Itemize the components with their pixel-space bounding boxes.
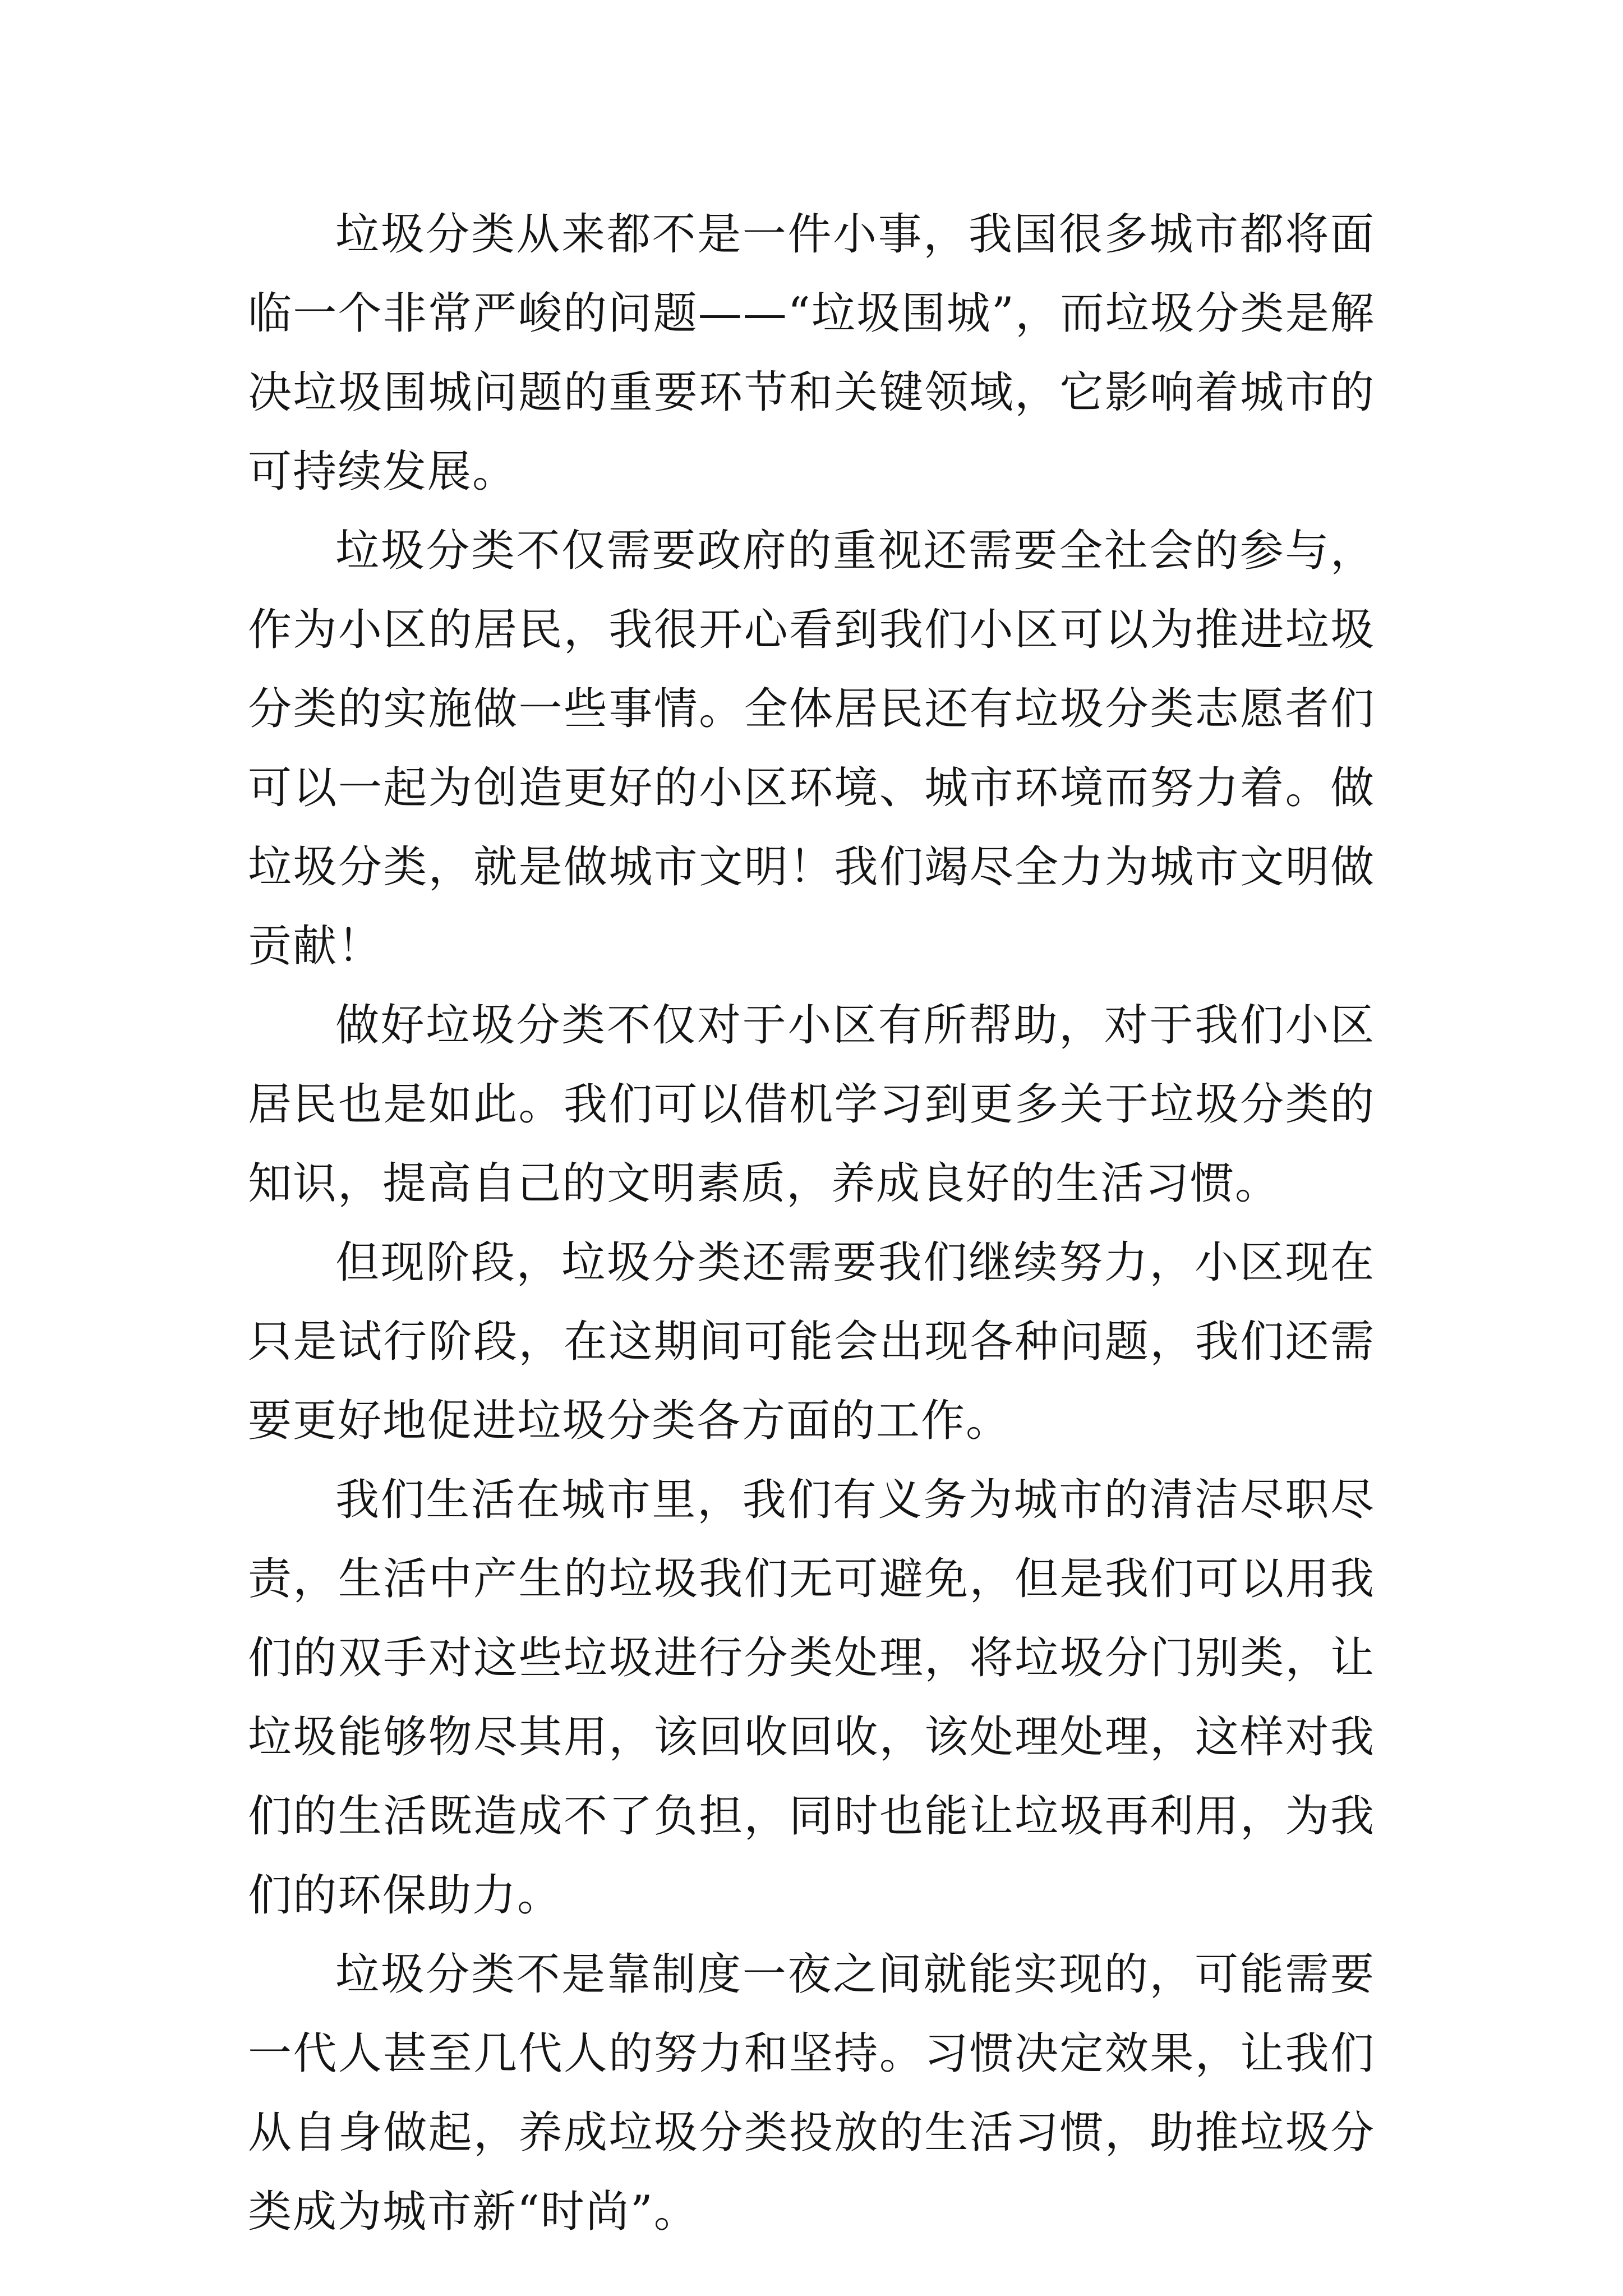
paragraph: 垃圾分类从来都不是一件小事，我国很多城市都将面临一个非常严峻的问题——“垃圾围城”，而垃圾分类是解决垃圾围城问题的重要环节和关键领域，它影响着城市的可持续发展。 [248, 209, 1375, 497]
paragraph: 做好垃圾分类不仅对于小区有所帮助，对于我们小区居民也是如此。我们可以借机学习到更多关于垃圾分类的知识，提高自己的文明素质，养成良好的生活习惯。 [248, 1000, 1375, 1209]
document-body [248, 195, 1375, 2252]
paragraph: 垃圾分类不是靠制度一夜之间就能实现的，可能需要一代人甚至几代人的努力和坚持。习惯决定效果，让我们从自身做起，养成垃圾分类投放的生活习惯，助推垃圾分类成为城市新“时尚”。 [248, 1949, 1375, 2237]
paragraph: 但现阶段，垃圾分类还需要我们继续努力，小区现在只是试行阶段，在这期间可能会出现各种问题，我们还需要更好地促进垃圾分类各方面的工作。 [248, 1237, 1375, 1446]
paragraph: 垃圾分类不仅需要政府的重视还需要全社会的参与，作为小区的居民，我很开心看到我们小区可以为推进垃圾分类的实施做一些事情。全体居民还有垃圾分类志愿者们可以一起为创造更好的小区环境、城市环境而努力着。做垃圾分类，就是做城市文明！我们竭尽全力为城市文明做贡献！ [248, 526, 1375, 972]
paragraph: 我们生活在城市里，我们有义务为城市的清洁尽职尽责，生活中产生的垃圾我们无可避免，但是我们可以用我们的双手对这些垃圾进行分类处理，将垃圾分门别类，让垃圾能够物尽其用，该回收回收，该处理处理，这样对我们的生活既造成不了负担，同时也能让垃圾再利用，为我们的环保助力。 [248, 1475, 1375, 1921]
